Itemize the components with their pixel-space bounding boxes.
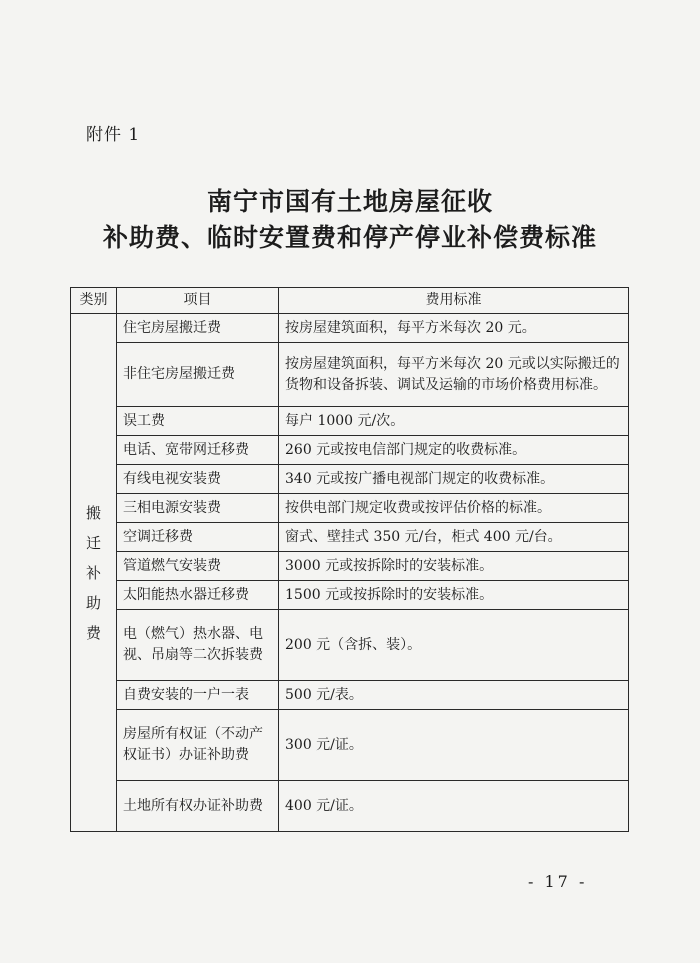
table-row xyxy=(71,552,629,581)
page-number: - 17 - xyxy=(528,872,588,891)
item-cell: 住宅房屋搬迁费 xyxy=(117,314,279,343)
item-cell: 房屋所有权证（不动产权证书）办证补助费 xyxy=(117,710,279,781)
item-cell: 空调迁移费 xyxy=(117,523,279,552)
attachment-label: 附件 1 xyxy=(86,125,141,145)
item-cell: 土地所有权办证补助费 xyxy=(117,781,279,832)
category-cell xyxy=(71,314,117,832)
table-row xyxy=(71,523,629,552)
table-row xyxy=(71,436,629,465)
table-row xyxy=(71,781,629,832)
table-row xyxy=(71,494,629,523)
standard-cell: 260 元或按电信部门规定的收费标准。 xyxy=(279,436,629,465)
table-row xyxy=(71,610,629,681)
table-row xyxy=(71,314,629,343)
item-cell: 管道燃气安装费 xyxy=(117,552,279,581)
standard-cell: 窗式、壁挂式 350 元/台，柜式 400 元/台。 xyxy=(279,523,629,552)
table-row xyxy=(71,581,629,610)
item-cell: 非住宅房屋搬迁费 xyxy=(117,343,279,407)
standard-cell: 3000 元或按拆除时的安装标准。 xyxy=(279,552,629,581)
document-title-line2: 补助费、临时安置费和停产停业补偿费标准 xyxy=(102,223,597,252)
table-row xyxy=(71,710,629,781)
item-cell: 自费安装的一户一表 xyxy=(117,681,279,710)
standard-cell: 500 元/表。 xyxy=(279,681,629,710)
item-cell: 有线电视安装费 xyxy=(117,465,279,494)
table-row xyxy=(71,465,629,494)
item-cell: 三相电源安装费 xyxy=(117,494,279,523)
table-row xyxy=(71,681,629,710)
item-cell: 电（燃气）热水器、电视、吊扇等二次拆装费 xyxy=(117,610,279,681)
header-standard: 费用标准 xyxy=(279,288,629,314)
table-header-row xyxy=(71,288,629,314)
standard-cell: 每户 1000 元/次。 xyxy=(279,407,629,436)
table-row xyxy=(71,343,629,407)
header-category: 类别 xyxy=(71,288,117,314)
standard-cell: 按房屋建筑面积，每平方米每次 20 元。 xyxy=(279,314,629,343)
standard-cell: 按房屋建筑面积，每平方米每次 20 元或以实际搬迁的货物和设备拆装、调试及运输的市场价格费用标准。 xyxy=(279,343,629,407)
item-cell: 误工费 xyxy=(117,407,279,436)
standard-cell: 200 元（含拆、装）。 xyxy=(279,610,629,681)
standard-cell: 按供电部门规定收费或按评估价格的标准。 xyxy=(279,494,629,523)
item-cell: 太阳能热水器迁移费 xyxy=(117,581,279,610)
table-row xyxy=(71,407,629,436)
standard-cell: 340 元或按广播电视部门规定的收费标准。 xyxy=(279,465,629,494)
standard-cell: 400 元/证。 xyxy=(279,781,629,832)
category-label: 搬迁补助费 xyxy=(85,503,101,642)
standard-cell: 300 元/证。 xyxy=(279,710,629,781)
item-cell: 电话、宽带网迁移费 xyxy=(117,436,279,465)
standard-cell: 1500 元或按拆除时的安装标准。 xyxy=(279,581,629,610)
fee-standard-table xyxy=(70,287,629,832)
header-item: 项目 xyxy=(117,288,279,314)
document-title-line1: 南宁市国有土地房屋征收 xyxy=(206,187,493,216)
